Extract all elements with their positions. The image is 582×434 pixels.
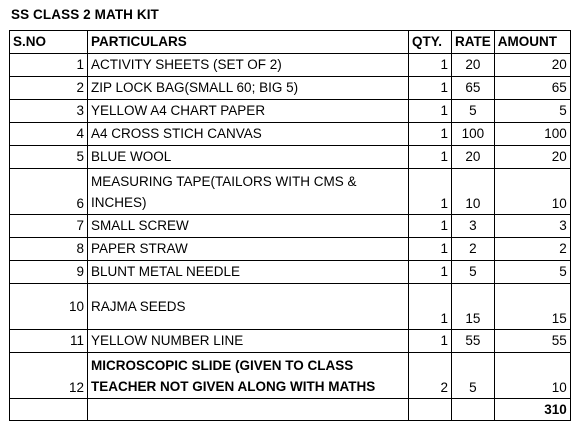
table-row: [10, 353, 571, 399]
table-row: [10, 284, 571, 330]
sno-cell: 3: [10, 100, 88, 123]
table-row: [10, 54, 571, 77]
header-sno: S.NO: [10, 31, 88, 54]
sno-cell: 11: [10, 330, 88, 353]
qty-cell: 1: [409, 146, 452, 169]
qty-cell: 1: [409, 169, 452, 215]
table-row: [10, 169, 571, 215]
sno-cell: 5: [10, 146, 88, 169]
sno-cell: 12: [10, 353, 88, 399]
amount-cell: 20: [494, 54, 570, 77]
rate-cell: 55: [452, 330, 495, 353]
amount-cell: 15: [494, 284, 570, 330]
sno-cell: 6: [10, 169, 88, 215]
table-row: [10, 77, 571, 100]
qty-cell: 1: [409, 123, 452, 146]
particulars-line-1: MEASURING TAPE(TAILORS WITH CMS &: [91, 173, 357, 189]
particulars-cell: [88, 169, 409, 215]
table-row: [10, 146, 571, 169]
particulars-cell: ZIP LOCK BAG(SMALL 60; BIG 5): [88, 77, 409, 100]
rate-cell: 5: [452, 100, 495, 123]
amount-cell: 10: [494, 353, 570, 399]
total-amount: 310: [494, 399, 570, 421]
table-row: [10, 215, 571, 238]
qty-cell: 1: [409, 330, 452, 353]
particulars-cell: SMALL SCREW: [88, 215, 409, 238]
particulars-cell: PAPER STRAW: [88, 238, 409, 261]
particulars-cell: YELLOW A4 CHART PAPER: [88, 100, 409, 123]
qty-cell: 2: [409, 353, 452, 399]
amount-cell: 100: [494, 123, 570, 146]
rate-cell: 65: [452, 77, 495, 100]
qty-cell: 1: [409, 284, 452, 330]
qty-cell: 1: [409, 215, 452, 238]
table-row: [10, 100, 571, 123]
sno-cell: 1: [10, 54, 88, 77]
total-empty-cell: [409, 399, 452, 421]
particulars-cell: ACTIVITY SHEETS (SET OF 2): [88, 54, 409, 77]
header-particulars: PARTICULARS: [88, 31, 409, 54]
sheet-title: SS CLASS 2 MATH KIT: [11, 7, 159, 22]
qty-cell: 1: [409, 261, 452, 284]
sno-cell: 10: [10, 284, 88, 330]
particulars-line-1: MICROSCOPIC SLIDE (GIVEN TO CLASS: [91, 357, 354, 373]
sno-cell: 8: [10, 238, 88, 261]
amount-cell: 55: [494, 330, 570, 353]
amount-cell: 5: [494, 261, 570, 284]
particulars-cell: A4 CROSS STICH CANVAS: [88, 123, 409, 146]
table-row: [10, 238, 571, 261]
particulars-line-2: TEACHER NOT GIVEN ALONG WITH MATHS: [91, 378, 376, 394]
amount-cell: 5: [494, 100, 570, 123]
total-empty-cell: [452, 399, 495, 421]
rate-cell: 10: [452, 169, 495, 215]
rate-cell: 5: [452, 261, 495, 284]
qty-cell: 1: [409, 54, 452, 77]
particulars-cell: BLUNT METAL NEEDLE: [88, 261, 409, 284]
table-row: [10, 261, 571, 284]
particulars-cell: BLUE WOOL: [88, 146, 409, 169]
sno-cell: 4: [10, 123, 88, 146]
rate-cell: 2: [452, 238, 495, 261]
sno-cell: 7: [10, 215, 88, 238]
rate-cell: 5: [452, 353, 495, 399]
rate-cell: 20: [452, 146, 495, 169]
total-empty-cell: [88, 399, 409, 421]
total-empty-cell: [10, 399, 88, 421]
qty-cell: 1: [409, 100, 452, 123]
sno-cell: 2: [10, 77, 88, 100]
rate-cell: 15: [452, 284, 495, 330]
amount-cell: 65: [494, 77, 570, 100]
header-qty: QTY.: [409, 31, 452, 54]
amount-cell: 2: [494, 238, 570, 261]
particulars-cell: YELLOW NUMBER LINE: [88, 330, 409, 353]
amount-cell: 3: [494, 215, 570, 238]
total-row: [10, 399, 571, 421]
header-rate: RATE: [452, 31, 495, 54]
particulars-cell: RAJMA SEEDS: [88, 284, 409, 330]
amount-cell: 10: [494, 169, 570, 215]
particulars-line-2: INCHES): [91, 194, 147, 210]
table-row: [10, 330, 571, 353]
rate-cell: 100: [452, 123, 495, 146]
math-kit-table: [9, 30, 571, 421]
rate-cell: 20: [452, 54, 495, 77]
particulars-cell: [88, 353, 409, 399]
table-header-row: [10, 31, 571, 54]
qty-cell: 1: [409, 238, 452, 261]
table-row: [10, 123, 571, 146]
sno-cell: 9: [10, 261, 88, 284]
header-amount: AMOUNT: [494, 31, 570, 54]
amount-cell: 20: [494, 146, 570, 169]
rate-cell: 3: [452, 215, 495, 238]
qty-cell: 1: [409, 77, 452, 100]
